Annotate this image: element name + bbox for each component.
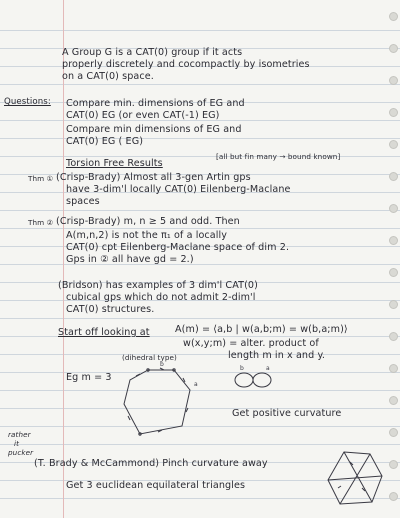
loop-right [253, 373, 271, 387]
binder-hole [389, 300, 398, 309]
loop-label-a: a [266, 365, 270, 372]
theorem-1-line-1: (Crisp-Brady) Almost all 3-gen Artin gps [56, 172, 251, 183]
theorem-1-label: Thm ① [28, 174, 54, 183]
theorem-1-line-2: have 3-dim'l locally CAT(0) Eilenberg-Maclane [66, 184, 291, 195]
definition-line-3: on a CAT(0) space. [62, 71, 154, 82]
question-line-2: CAT(0) EG (or even CAT(-1) EG) [66, 110, 220, 121]
binder-hole [389, 204, 398, 213]
hexagon-arrows [128, 368, 188, 432]
binder-hole [389, 108, 398, 117]
theorem-2-line-2: A(m,n,2) is not the π₁ of a locally [66, 230, 228, 241]
rule-line [0, 318, 400, 319]
aside-note: [all but fin many → bound known] [216, 152, 341, 161]
artin-presentation: A(m) = ⟨a,b | w(a,b;m) = w(b,a;m)⟩ [175, 324, 348, 335]
positive-curvature-note: Get positive curvature [232, 408, 342, 419]
theorem-2-label: Thm ② [28, 218, 54, 227]
hexagon-figure [110, 361, 210, 444]
rule-line [0, 138, 400, 139]
rule-line [0, 30, 400, 31]
binder-hole [389, 396, 398, 405]
rule-line [0, 210, 400, 211]
bridson-line-2: cubical gps which do not admit 2-dim'l [66, 292, 256, 303]
theorem-2-line-1: (Crisp-Brady) m, n ≥ 5 and odd. Then [56, 216, 240, 227]
binder-hole [389, 172, 398, 181]
rule-line [0, 84, 400, 85]
questions-label: Questions: [4, 97, 51, 107]
torsion-heading: Torsion Free Results [66, 158, 163, 169]
euclidean-line: Get 3 euclidean equilateral triangles [66, 480, 246, 491]
question-line-3: Compare min dimensions of EG and [66, 124, 242, 135]
start-heading: Start off looking at [58, 327, 150, 338]
bridson-line-3: CAT(0) structures. [66, 304, 155, 315]
binder-hole [389, 140, 398, 149]
question-line-1: Compare min. dimensions of EG and [66, 98, 245, 109]
definition-line-1: A Group G is a CAT(0) group if it acts [62, 47, 243, 58]
binder-hole [389, 332, 398, 341]
binder-hole [389, 492, 398, 501]
binder-hole [389, 76, 398, 85]
dihedral-type-note: (dihedral type) [122, 353, 177, 362]
w-definition-line-1: w(x,y;m) = alter. product of [183, 338, 319, 349]
pinch-line: (T. Brady & McCammond) Pinch curvature away [34, 458, 268, 469]
theorem-1-line-3: spaces [66, 196, 100, 207]
binder-hole [389, 364, 398, 373]
loop-left [235, 373, 253, 387]
rule-line [0, 264, 400, 265]
hexagon-outline [124, 370, 190, 434]
bridson-line-1: (Bridson) has examples of 3 dim'l CAT(0) [58, 280, 258, 291]
hexagon-label-a: a [194, 381, 198, 388]
figure-eight-figure [226, 360, 282, 396]
binder-hole [389, 12, 398, 21]
rule-line [0, 354, 400, 355]
hexagon-label-b: b [160, 361, 164, 368]
rule-line [0, 444, 400, 445]
binder-hole [389, 44, 398, 53]
example-label: Eg m = 3 [66, 372, 112, 383]
rule-line [0, 228, 400, 229]
loop-label-b: b [240, 365, 244, 372]
triangulated-hexagon-figure [324, 448, 386, 510]
margin-note-it: it [14, 439, 20, 448]
binder-hole [389, 268, 398, 277]
margin-note-pucker: pucker [8, 448, 34, 457]
binder-hole [389, 428, 398, 437]
w-definition-line-2: length m in x and y. [228, 350, 326, 361]
binder-hole [389, 460, 398, 469]
binder-hole [389, 236, 398, 245]
definition-line-2: properly discretely and cocompactly by isometries [62, 59, 310, 70]
theorem-2-line-3: CAT(0) cpt Eilenberg-Maclane space of dim 2. [66, 242, 290, 253]
question-line-4: CAT(0) EG ( EG) [66, 136, 144, 147]
theorem-2-line-4: Gps in ② all have gd = 2.) [66, 254, 194, 265]
margin-note-rather: rather [8, 430, 31, 439]
